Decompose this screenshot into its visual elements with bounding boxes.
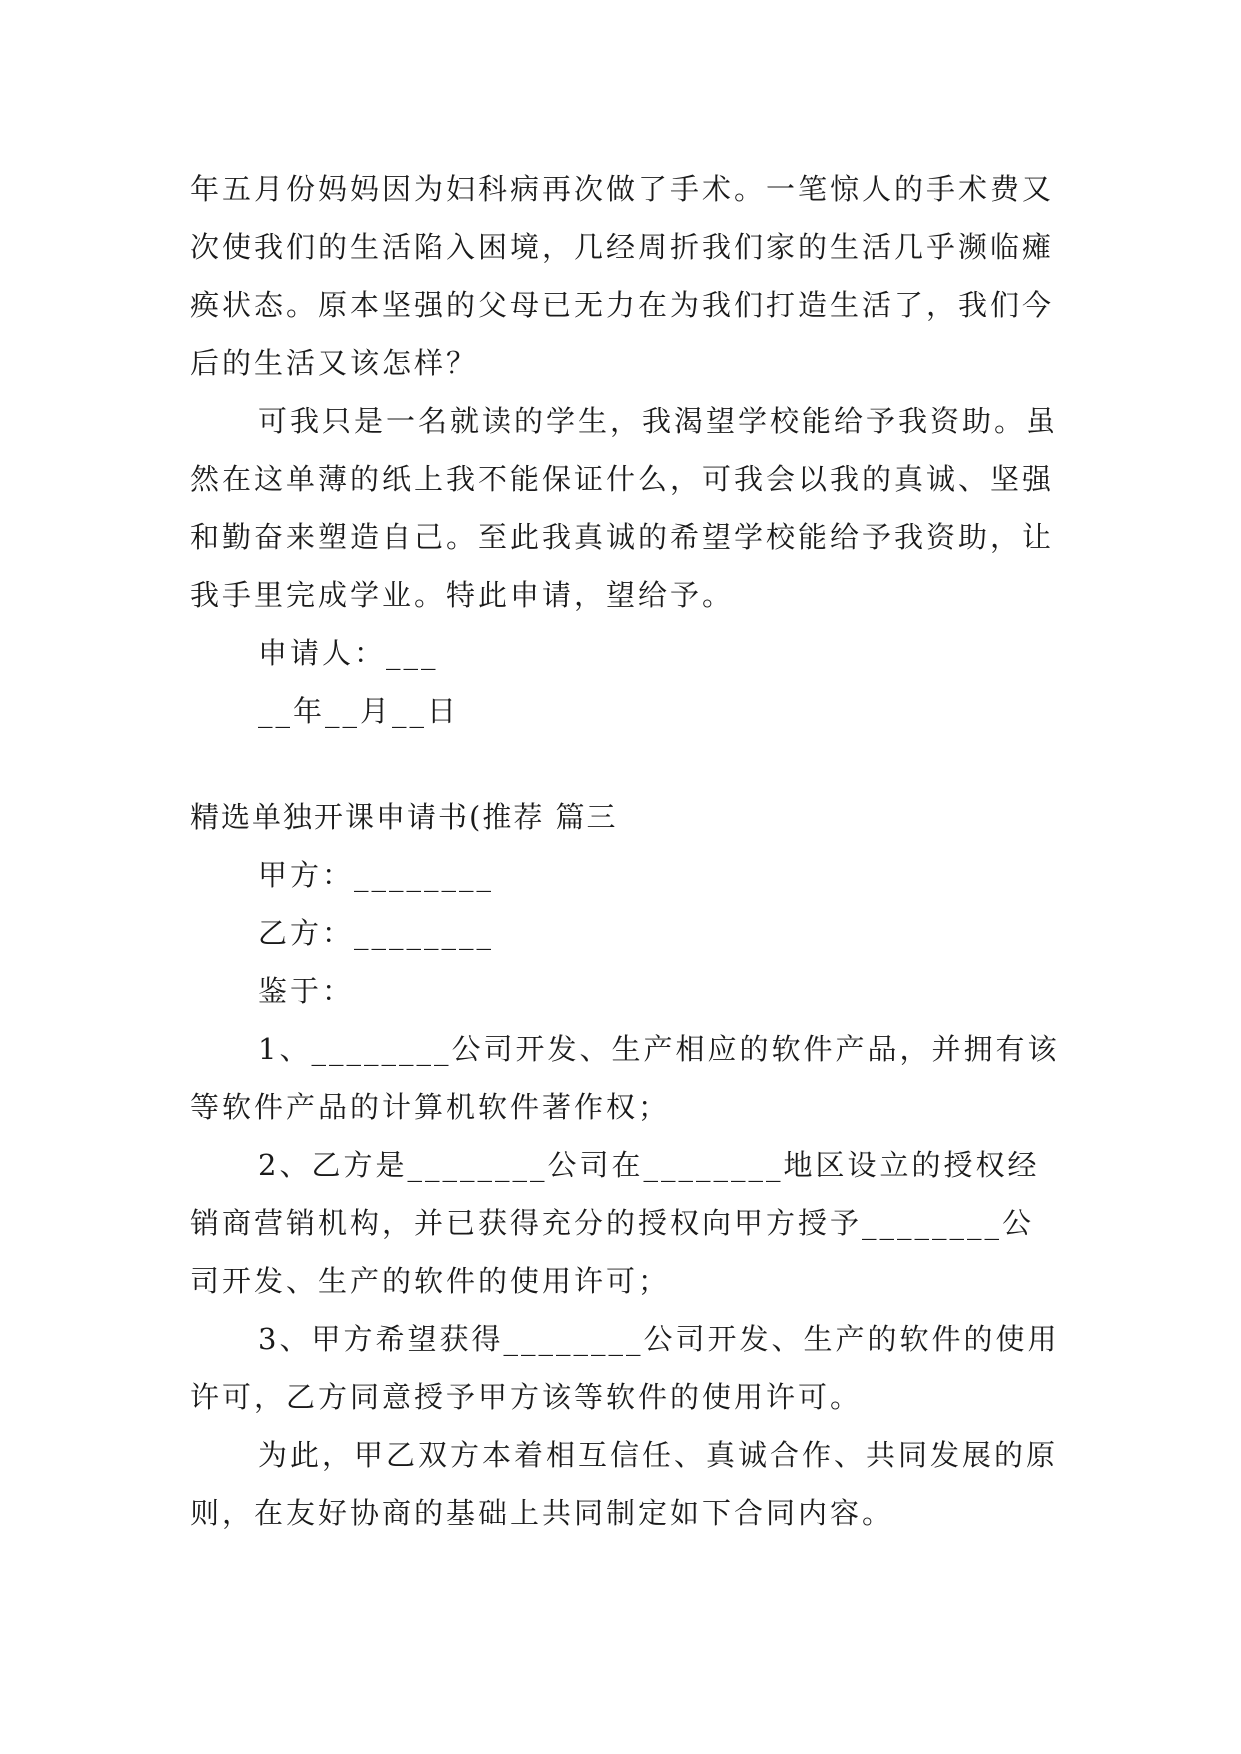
clause-3: 3、甲方希望获得________公司开发、生产的软件的使用许可，乙方同意授予甲方该等软件的使用许可。 (190, 1322, 1060, 1414)
paragraph-request: 可我只是一名就读的学生，我渴望学校能给予我资助。虽然在这单薄的纸上我不能保证什么，可我会以我的真诚、坚强和勤奋来塑造自己。至此我真诚的希望学校能给予我资助，让我手里完成学业。特此申请，望给予。 (190, 404, 1059, 612)
document-body (190, 160, 1060, 1542)
closing-paragraph: 为此，甲乙双方本着相互信任、真诚合作、共同发展的原则，在友好协商的基础上共同制定如下合同内容。 (190, 1438, 1059, 1530)
clause-1: 1、________公司开发、生产相应的软件产品，并拥有该等软件产品的计算机软件著作权； (190, 1032, 1060, 1124)
party-a-line: 甲方：________ (258, 858, 495, 892)
paragraph-family-hardship: 年五月份妈妈因为妇科病再次做了手术。一笔惊人的手术费又次使我们的生活陷入困境，几经周折我们家的生活几乎濒临瘫痪状态。原本坚强的父母已无力在为我们打造生活了，我们今后的生活又该怎样？ (190, 172, 1055, 380)
party-b-line: 乙方：________ (258, 916, 495, 950)
applicant-line: 申请人：___ (258, 636, 439, 670)
clause-2: 2、乙方是________公司在________地区设立的授权经销商营销机构，并已获得充分的授权向甲方授予________公司开发、生产的软件的使用许可； (190, 1148, 1040, 1298)
whereas-line: 鉴于： (258, 974, 355, 1008)
section-title: 精选单独开课申请书(推荐 篇三 (190, 800, 618, 834)
section-spacer (190, 740, 1060, 788)
date-line: __年__月__日 (258, 694, 460, 728)
